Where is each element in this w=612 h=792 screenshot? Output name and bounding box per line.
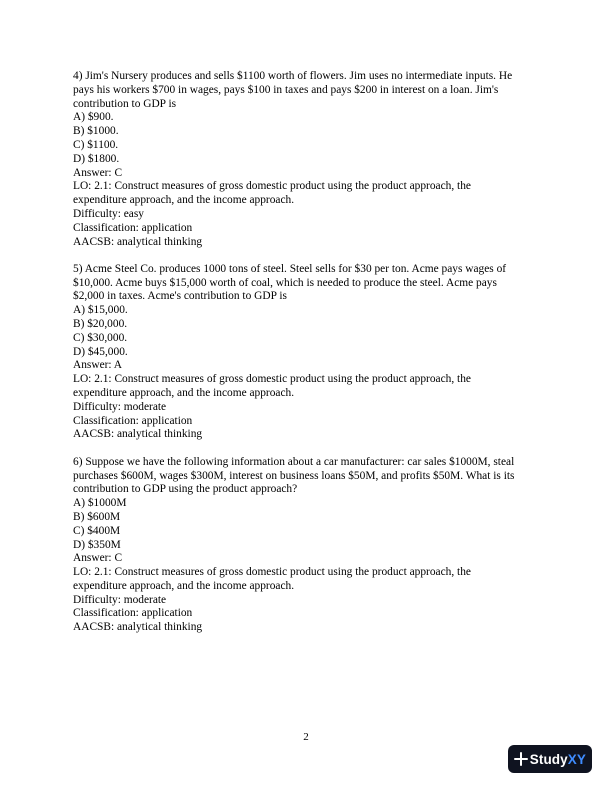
aacsb: AACSB: analytical thinking [73,428,203,441]
question-stem: 4) Jim's Nursery produces and sells $1100 worth of flowers. Jim uses no intermediate inputs. He [73,70,513,82]
studyxy-badge[interactable] [508,745,592,773]
question-5 [73,263,543,442]
answer-key: Answer: A [73,359,123,372]
classification: Classification: application [73,414,193,427]
answer-key: Answer: C [73,552,123,565]
question-stem: purchases $600M, wages $300M, interest on business loans $50M, and profits $50M. What is its [73,469,515,482]
learning-objective: LO: 2.1: Construct measures of gross domestic product using the product approach, the [73,373,471,386]
difficulty: Difficulty: easy [73,207,144,220]
question-6 [73,456,543,635]
question-stem: contribution to GDP using the product approach? [73,483,298,496]
answer-option-b: B) $600M [73,510,121,523]
question-stem: 6) Suppose we have the following information about a car manufacturer: car sales $1000M, steal [73,455,515,468]
question-4 [73,70,543,249]
answer-option-d: D) $350M [73,538,121,551]
plus-icon [514,752,525,766]
learning-objective: expenditure approach, and the income approach. [73,194,295,207]
difficulty: Difficulty: moderate [73,400,167,413]
answer-option-d: D) $1800. [73,152,120,165]
brand-name-part2: XY [567,751,586,767]
brand-name-part1: Study [529,751,568,767]
question-stem: 5) Acme Steel Co. produces 1000 tons of steel. Steel sells for $30 per ton. Acme pays wages of [73,262,507,275]
answer-option-d: D) $45,000. [73,345,128,358]
aacsb: AACSB: analytical thinking [73,621,203,634]
question-stem: $2,000 in taxes. Acme's contribution to GDP is [73,290,287,303]
answer-option-a: A) $1000M [73,497,127,510]
answer-option-a: A) $900. [73,111,114,124]
aacsb: AACSB: analytical thinking [73,235,203,248]
answer-option-b: B) $20,000. [73,318,128,331]
learning-objective: LO: 2.1: Construct measures of gross domestic product using the product approach, the [73,180,471,193]
classification: Classification: application [73,221,193,234]
answer-option-c: C) $30,000. [73,331,128,344]
page-number: 2 [303,731,309,743]
question-stem: contribution to GDP is [73,97,177,110]
learning-objective: expenditure approach, and the income approach. [73,579,295,592]
answer-key: Answer: C [73,166,123,179]
answer-option-a: A) $15,000. [73,304,128,317]
question-stem: $10,000. Acme buys $15,000 worth of coal, which is needed to produce the steel. Acme pays [73,276,497,289]
document-page [73,70,543,649]
answer-option-b: B) $1000. [73,125,119,138]
learning-objective: expenditure approach, and the income approach. [73,387,295,400]
question-stem: pays his workers $700 in wages, pays $100 in taxes and pays $200 in interest on a loan. Jim's [73,83,499,96]
difficulty: Difficulty: moderate [73,593,167,606]
learning-objective: LO: 2.1: Construct measures of gross domestic product using the product approach, the [73,566,471,579]
answer-option-c: C) $1100. [73,138,119,151]
classification: Classification: application [73,607,193,620]
answer-option-c: C) $400M [73,524,121,537]
brand-logo [530,752,586,767]
